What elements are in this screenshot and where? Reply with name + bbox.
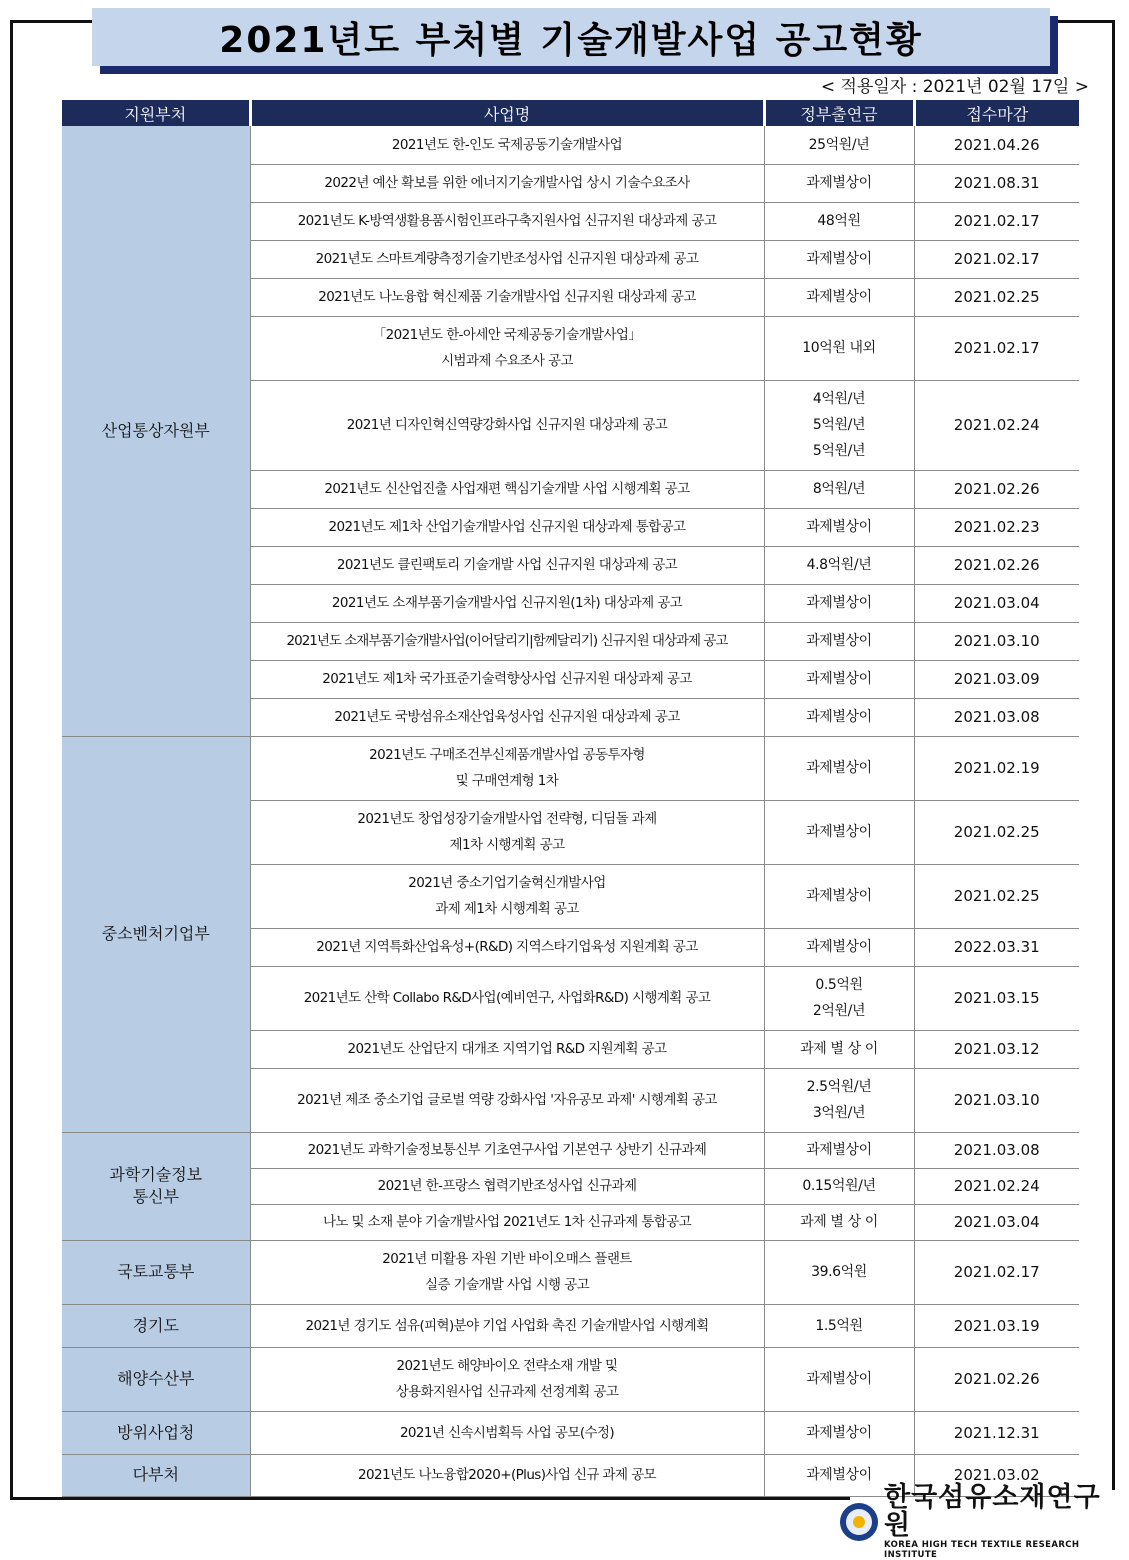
table-row [62,126,1079,164]
table-row [62,736,1079,800]
fund-cell: 과제별상이 [764,508,914,546]
deadline-cell: 2021.03.15 [914,966,1079,1030]
fund-cell: 39.6억원 [764,1240,914,1304]
project-name: 2021년도 K-방역생활용품시험인프라구축지원사업 신규지원 대상과제 공고 [250,202,764,240]
deadline-cell: 2021.03.02 [914,1454,1079,1496]
project-name-line1: 2021년 중소기업기술혁신개발사업 [408,875,606,891]
fund-cell: 과제별상이 [764,864,914,928]
project-name-line1: 「2021년도 한-아세안 국제공동기술개발사업」 [372,327,642,343]
table-row [62,1304,1079,1347]
logo-text [884,1484,1122,1560]
deadline-cell: 2021.03.19 [914,1304,1079,1347]
dept-label-line2: 통신부 [132,1187,179,1206]
dept-label: 다부처 [132,1465,179,1484]
project-name: 2021년 디자인혁신역량강화사업 신규지원 대상과제 공고 [250,380,764,470]
dept-cell [62,1240,250,1304]
dept-cell [62,1347,250,1411]
deadline-cell: 2021.03.04 [914,584,1079,622]
fund-cell: 과제별상이 [764,622,914,660]
fund-cell: 10억원 내외 [764,316,914,380]
project-name-line2: 제1차 시행계획 공고 [449,837,565,853]
institute-name-en: KOREA HIGH TECH TEXTILE RESEARCH INSTITUTE [884,1540,1080,1560]
project-name: 2022년 예산 확보를 위한 에너지기술개발사업 상시 기술수요조사 [250,164,764,202]
project-name-line1: 2021년도 해양바이오 전략소재 개발 및 [396,1358,618,1374]
project-name: 2021년 지역특화산업육성+(R&D) 지역스타기업육성 지원계획 공고 [250,928,764,966]
project-name: 2021년도 소재부품기술개발사업(이어달리기|함께달리기) 신규지원 대상과제 공고 [250,622,764,660]
table-row [62,1411,1079,1454]
project-name: 2021년도 과학기술정보통신부 기초연구사업 기본연구 상반기 신규과제 [250,1132,764,1168]
deadline-cell: 2021.02.24 [914,380,1079,470]
dept-label: 방위사업청 [117,1422,195,1442]
deadline-cell: 2021.02.23 [914,508,1079,546]
project-name: 2021년도 제1차 국가표준기술력향상사업 신규지원 대상과제 공고 [250,660,764,698]
deadline-cell: 2021.04.26 [914,126,1079,164]
fund-line2: 5억원/년 [812,417,866,433]
fund-cell: 과제별상이 [764,584,914,622]
deadline-cell: 2021.02.17 [914,202,1079,240]
deadline-cell: 2021.02.24 [914,1168,1079,1204]
fund-cell: 과제별상이 [764,278,914,316]
deadline-cell: 2021.02.26 [914,1347,1079,1411]
fund-cell: 1.5억원 [764,1304,914,1347]
project-name: 2021년도 신산업진출 사업재편 핵심기술개발 사업 시행계획 공고 [250,470,764,508]
project-name [250,800,764,864]
fund-cell: 0.15억원/년 [764,1168,914,1204]
project-name-line2: 실증 기술개발 사업 시행 공고 [424,1277,590,1293]
fund-line1: 2.5억원/년 [806,1079,872,1095]
announcement-table [62,100,1079,1497]
project-name [250,316,764,380]
fund-cell: 25억원/년 [764,126,914,164]
project-name: 2021년도 클린팩토리 기술개발 사업 신규지원 대상과제 공고 [250,546,764,584]
dept-label-line1: 과학기술정보 [109,1165,203,1184]
fund-cell: 과제별상이 [764,1411,914,1454]
project-name: 2021년 신속시범획득 사업 공모(수정) [250,1411,764,1454]
deadline-cell: 2021.03.12 [914,1030,1079,1068]
fund-cell: 과제별상이 [764,800,914,864]
institute-name-ko: 한국섬유소재연구원 [884,1482,1101,1541]
project-name: 2021년도 국방섬유소재산업육성사업 신규지원 대상과제 공고 [250,698,764,736]
fund-cell: 8억원/년 [764,470,914,508]
project-name-line2: 시범과제 수요조사 공고 [441,353,573,369]
project-name: 2021년 제조 중소기업 글로벌 역량 강화사업 '자유공모 과제' 시행계획 공고 [250,1068,764,1132]
deadline-cell: 2021.12.31 [914,1411,1079,1454]
project-name [250,1240,764,1304]
col-header-dept: 지원부처 [62,100,250,126]
table-row [62,1240,1079,1304]
deadline-cell: 2021.02.25 [914,800,1079,864]
dept-cell [62,1132,250,1240]
fund-cell [764,1068,914,1132]
applied-date: < 적용일자 : 2021년 02월 17일 > [820,77,1089,97]
deadline-cell: 2021.08.31 [914,164,1079,202]
institute-logo [840,1482,1122,1560]
project-name [250,736,764,800]
fund-line3: 5억원/년 [812,443,866,459]
deadline-cell: 2021.03.04 [914,1204,1079,1240]
deadline-cell: 2021.03.10 [914,622,1079,660]
fund-cell: 4.8억원/년 [764,546,914,584]
project-name: 2021년도 소재부품기술개발사업 신규지원(1차) 대상과제 공고 [250,584,764,622]
fund-cell: 과제별상이 [764,928,914,966]
deadline-cell: 2021.03.10 [914,1068,1079,1132]
project-name: 2021년도 산업단지 대개조 지역기업 R&D 지원계획 공고 [250,1030,764,1068]
deadline-cell: 2021.02.25 [914,278,1079,316]
dept-cell [62,126,250,736]
dept-label: 국토교통부 [117,1262,195,1281]
fund-line1: 4억원/년 [812,391,866,407]
dept-cell [62,736,250,1132]
project-name: 2021년도 스마트계량측정기술기반조성사업 신규지원 대상과제 공고 [250,240,764,278]
fund-cell: 과제별상이 [764,1454,914,1496]
fund-cell: 과제별상이 [764,240,914,278]
deadline-cell: 2021.02.17 [914,1240,1079,1304]
deadline-cell: 2021.03.08 [914,1132,1079,1168]
project-name: 나노 및 소재 분야 기술개발사업 2021년도 1차 신규과제 통합공고 [250,1204,764,1240]
deadline-cell: 2021.02.17 [914,316,1079,380]
deadline-cell: 2021.03.09 [914,660,1079,698]
project-name: 2021년도 나노융합2020+(Plus)사업 신규 과제 공모 [250,1454,764,1496]
deadline-cell: 2021.02.17 [914,240,1079,278]
project-name-line2: 및 구매연계형 1차 [455,773,559,789]
page-title: 2021년도 부처별 기술개발사업 공고현황 [219,19,923,61]
fund-cell: 과제별상이 [764,1132,914,1168]
project-name-line1: 2021년도 구매조건부신제품개발사업 공동투자형 [369,747,645,763]
fund-line1: 0.5억원 [815,977,863,993]
fund-cell: 과제 별 상 이 [764,1030,914,1068]
deadline-cell: 2021.03.08 [914,698,1079,736]
table-header-row [62,100,1079,126]
col-header-deadline: 접수마감 [914,100,1079,126]
dept-cell [62,1411,250,1454]
fund-cell [764,966,914,1030]
institute-emblem-icon [840,1503,878,1541]
fund-cell: 과제별상이 [764,736,914,800]
fund-cell: 과제별상이 [764,698,914,736]
fund-cell: 과제별상이 [764,164,914,202]
dept-cell [62,1454,250,1496]
project-name: 2021년 한-프랑스 협력기반조성사업 신규과제 [250,1168,764,1204]
table-row [62,1132,1079,1168]
project-name: 2021년도 제1차 산업기술개발사업 신규지원 대상과제 통합공고 [250,508,764,546]
project-name-line2: 과제 제1차 시행계획 공고 [435,901,579,917]
deadline-cell: 2021.02.25 [914,864,1079,928]
table-row [62,1347,1079,1411]
fund-line2: 2억원/년 [812,1003,866,1019]
col-header-name: 사업명 [250,100,764,126]
project-name-line1: 2021년 미활용 자원 기반 바이오매스 플랜트 [382,1251,632,1267]
fund-cell: 과제별상이 [764,1347,914,1411]
fund-cell: 과제 별 상 이 [764,1204,914,1240]
project-name [250,1347,764,1411]
dept-label: 중소벤처기업부 [101,924,210,943]
col-header-fund: 정부출연금 [764,100,914,126]
deadline-cell: 2022.03.31 [914,928,1079,966]
project-name [250,864,764,928]
fund-cell: 과제별상이 [764,660,914,698]
fund-cell [764,380,914,470]
deadline-cell: 2021.02.26 [914,546,1079,584]
dept-label: 경기도 [132,1315,179,1335]
dept-label: 산업통상자원부 [101,420,210,440]
project-name: 2021년도 한-인도 국제공동기술개발사업 [250,126,764,164]
fund-cell: 48억원 [764,202,914,240]
dept-cell [62,1304,250,1347]
project-name: 2021년도 산학 Collabo R&D사업(예비연구, 사업화R&D) 시행계획 공고 [250,966,764,1030]
project-name: 2021년 경기도 섬유(피혁)분야 기업 사업화 촉진 기술개발사업 시행계획 [250,1304,764,1347]
fund-line2: 3억원/년 [812,1105,866,1121]
project-name: 2021년도 나노융합 혁신제품 기술개발사업 신규지원 대상과제 공고 [250,278,764,316]
deadline-cell: 2021.02.19 [914,736,1079,800]
project-name-line2: 상용화지원사업 신규과제 선정계획 공고 [395,1384,619,1400]
deadline-cell: 2021.02.26 [914,470,1079,508]
dept-label: 해양수산부 [117,1369,195,1388]
title-banner [92,8,1050,66]
project-name-line1: 2021년도 창업성장기술개발사업 전략형, 디딤돌 과제 [357,811,657,827]
